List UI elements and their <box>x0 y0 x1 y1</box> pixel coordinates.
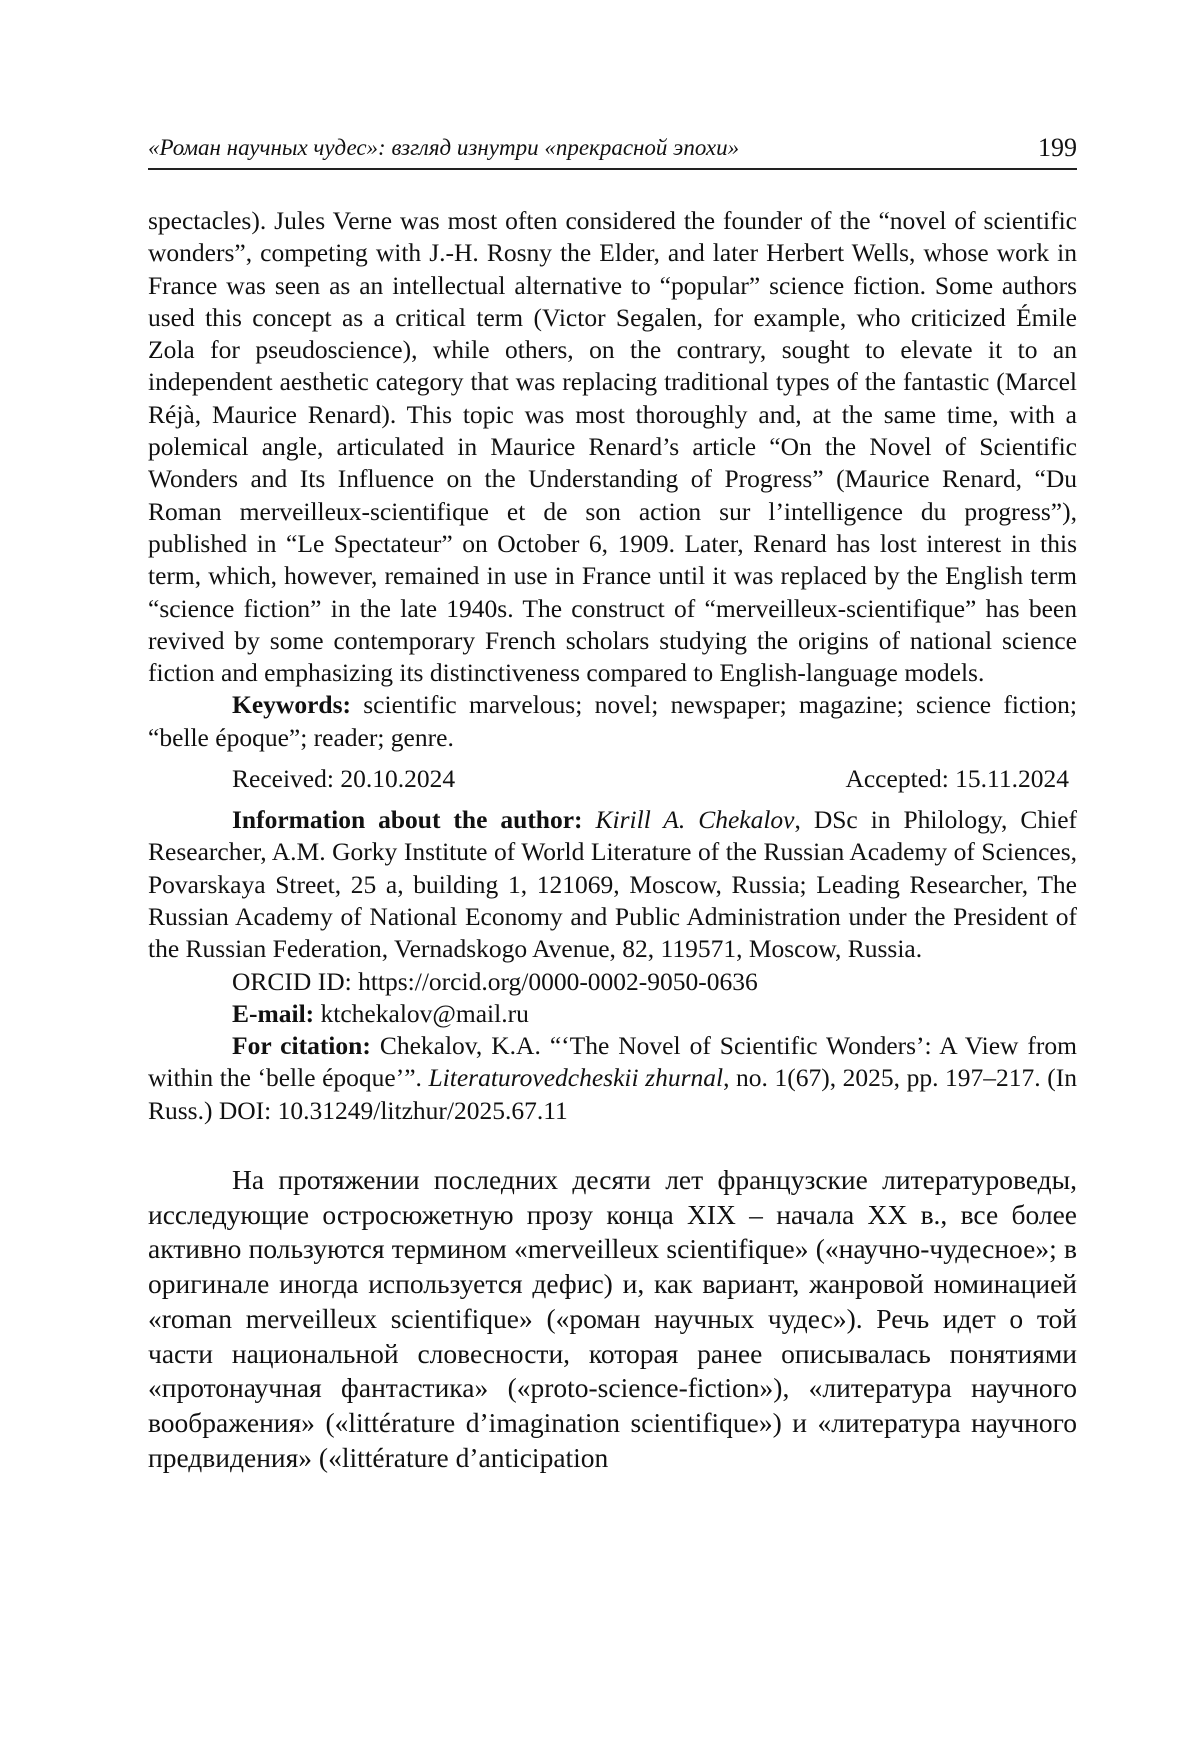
author-label: Information about the author: <box>232 805 583 835</box>
page-number: 199 <box>1038 133 1077 162</box>
author-details <box>148 804 1077 965</box>
body-paragraph: На протяжении последних десяти лет французские литературоведы, исследующие остросюжетную прозу конца XIX – начала XX в., все более активно пользуются термином «merveilleux scientifique» («научно-чудесное»; в оригинале иногда используется дефис) и, как вариант, жанровой номинацией «roman merveilleux scientifique» («роман научных чудес»). Речь идет о той части национальной словесности, которая ранее описывалась понятиями «протонаучная фантастика» («proto-science-fiction»), «литература научного воображения» («littérature d’imagination scientifique») и «литература научного предвидения» («littérature d’anticipation <box>148 1164 1077 1473</box>
email-address: ktchekalov@mail.ru <box>314 998 529 1028</box>
email-line <box>148 998 1077 1030</box>
orcid: ORCID ID: https://orcid.org/0000-0002-9050-0636 <box>232 966 758 996</box>
page <box>148 120 1077 1475</box>
keywords-label: Keywords: <box>232 690 351 720</box>
citation-text-after: , no. 1(67), 2025, pp. 197–217. (In Russ.) DOI: 10.31249/litzhur/2025.67.11 <box>148 1063 1077 1125</box>
citation-journal: Literaturovedcheskii zhurnal <box>428 1063 724 1093</box>
accepted-date: Accepted: 15.11.2024 <box>845 764 1069 794</box>
keywords <box>148 689 1077 754</box>
running-title: «Роман научных чудес»: взгляд изнутри «прекрасной эпохи» <box>148 135 740 160</box>
citation-text-before: Chekalov, K.A. “‘The Novel of Scientific Wonders’: A View from within the ‘belle époque’”. <box>148 1031 1077 1093</box>
email-label: E-mail: <box>232 998 315 1028</box>
citation <box>148 1030 1077 1127</box>
running-header <box>148 120 1077 170</box>
author-name: Kirill A. Chekalov <box>595 805 795 835</box>
keywords-text: scientific marvelous; novel; newspaper; magazine; science fiction; “belle époque”; reader; genre. <box>148 690 1077 752</box>
main-text <box>148 1163 1077 1475</box>
abstract-section <box>148 205 1077 1127</box>
author-affiliation: , DSc in Philology, Chief Researcher, A.M. Gorky Institute of World Literature of the Russian Academy of Sciences, Povarskaya Street, 25 a, building 1, 121069, Moscow, Russia; Leading Researcher, The Russian Academy of National Economy and Public Administration under the President of the Russian Federation, Vernadskogo Avenue, 82, 119571, Moscow, Russia. <box>148 805 1078 964</box>
citation-label: For citation: <box>232 1031 371 1061</box>
received-date: Received: 20.10.2024 <box>232 764 456 794</box>
dates-row <box>148 763 1077 795</box>
author-info <box>148 804 1077 1127</box>
abstract-text: spectacles). Jules Verne was most often considered the founder of the “novel of scientific wonders”, competing with J.-H. Rosny the Elder, and later Herbert Wells, whose work in France was seen as an intellectual alternative to “popular” science fiction. Some authors used this concept as a critical term (Victor Segalen, for example, who criticized Émile Zola for pseudoscience), while others, on the contrary, sought to elevate it to an independent aesthetic category that was replacing traditional types of the fantastic (Marcel Réjà, Maurice Renard). This topic was most thoroughly and, at the same time, with a polemical angle, articulated in Maurice Renard’s article “On the Novel of Scientific Wonders and Its Influence on the Understanding of Progress” (Maurice Renard, “Du Roman merveilleux-scientifique et de son action sur l’intelligence du progress”), published in “Le Spectateur” on October 6, 1909. Later, Renard has lost interest in this term, which, however, remained in use in France until it was replaced by the English term “science fiction” in the late 1940s. The construct of “merveilleux-scientifique” has been revived by some contemporary French scholars studying the origins of national science fiction and emphasizing its distinctiveness compared to English-language models. <box>148 206 1077 688</box>
